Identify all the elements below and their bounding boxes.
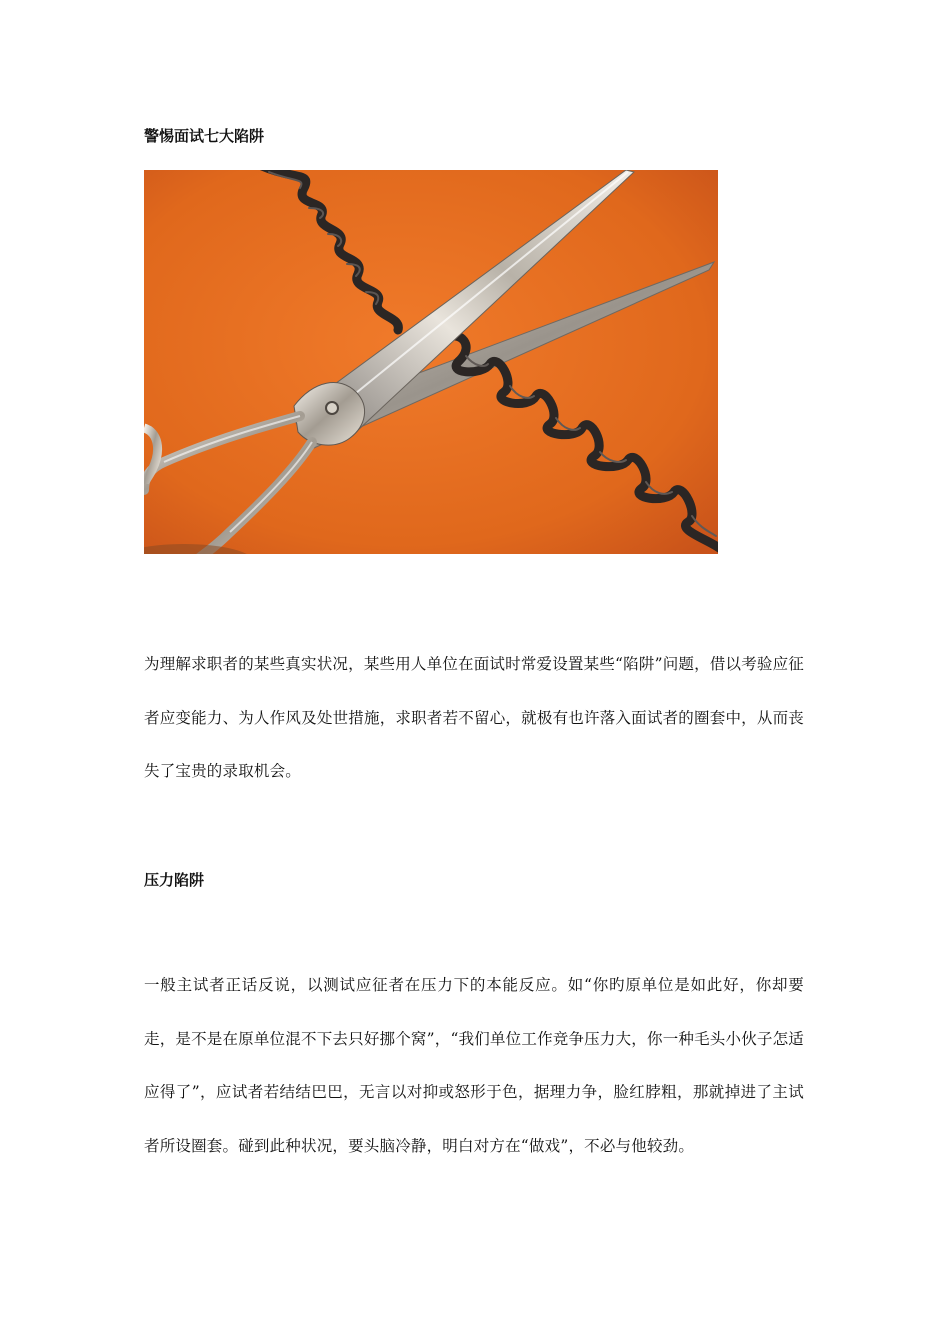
scissors-cord-photo [144,170,718,554]
section-heading: 压力陷阱 [144,871,205,889]
intro-paragraph: 为理解求职者的某些真实状况，某些用人单位在面试时常爱设置某些“陷阱”问题，借以考验应征者应变能力、为人作风及处世措施，求职者若不留心，就极有也许落入面试者的圈套中，从而丧失了宝贵的录取机会。 [144,655,804,780]
document-title: 警惕面试七大陷阱 [144,127,265,145]
section-paragraph: 一般主试者正话反说，以测试应征者在压力下的本能反应。如“你旳原单位是如此好，你却要走，是不是在原单位混不下去只好挪个窝”，“我们单位工作竞争压力大，你一种毛头小伙子怎适应得了”，应试者若结结巴巴，无言以对抑或怒形于色，据理力争，脸红脖粗，那就掉进了主试者所设圈套。碰到此种状况，要头脑冷静，明白对方在“做戏”，不必与他较劲。 [144,976,804,1155]
